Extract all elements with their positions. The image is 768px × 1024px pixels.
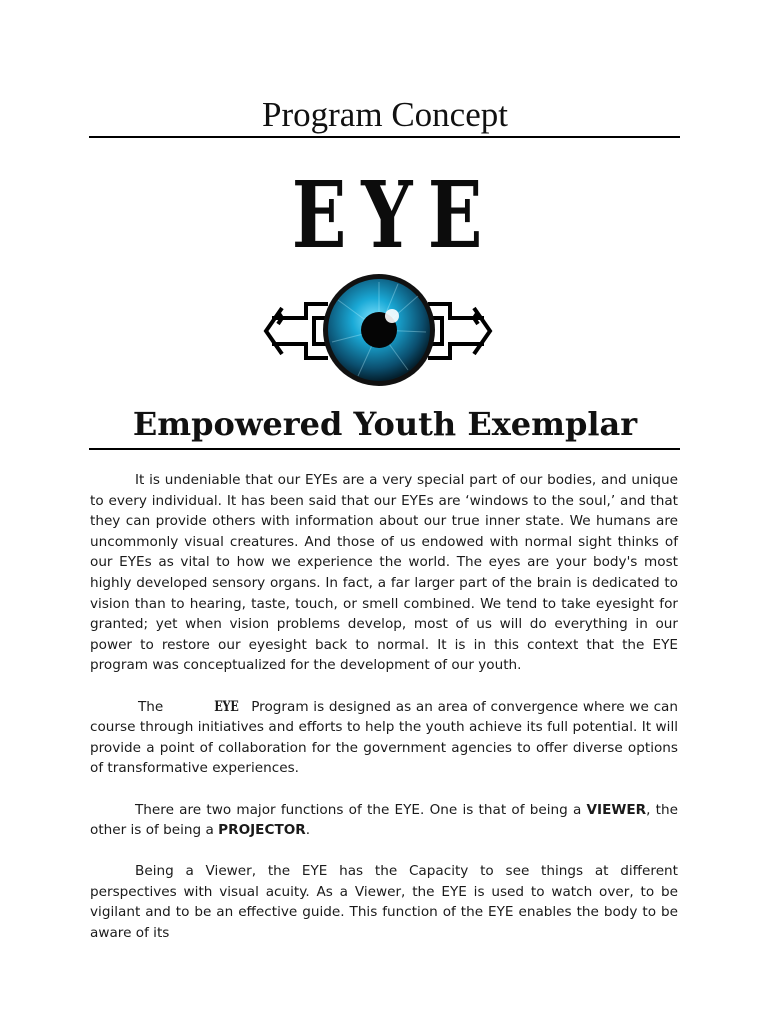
p3-middle: , the other is of being a xyxy=(90,801,678,839)
logo-letter-e1: E xyxy=(291,161,347,269)
paragraph-4: Being a Viewer, the EYE has the Capacity to see things at different perspectives with visual acuity. As a Viewer, the EYE is used to watch over, to be vigilant and to be an effective guide. This function of the EYE enables the body to be aware of its xyxy=(90,863,678,942)
p3-intro: There are two major functions of the EYE. One is that of being a xyxy=(135,801,587,818)
p2-body: Program is designed as an area of convergence where we can course through initiatives and efforts to help the youth achieve its full potential. It will provide a point of collaboration for the government agencies to offer diverse options of transformative experiences. xyxy=(90,698,678,777)
paragraph-2 xyxy=(90,697,678,779)
left-arrows-icon xyxy=(266,304,328,358)
eye-highlight xyxy=(385,309,399,323)
logo-letter-y: Y xyxy=(361,161,413,269)
eye-emphasis: EYE xyxy=(214,698,239,715)
logo-letter-e2: E xyxy=(427,161,483,269)
paragraph-1: It is undeniable that our EYEs are a very special part of our bodies, and unique to every individual. It has been said that our EYEs are ‘windows to the soul,’ and that they can provide others with information about our true inner state. We humans are uncommonly visual creatures. And those of us endowed with normal sight thinks of our EYEs as vital to how we experience the world. The eyes are your body's most highly developed sensory organs. In fact, a far larger part of the brain is dedicated to vision than to hearing, taste, touch, or smell combined. We tend to take eyesight for granted; yet when vision problems develop, most of us will do everything in our power to restore our eyesight back to normal. It is in this context that the EYE program was conceptualized for the development of our youth. xyxy=(90,472,678,674)
p2-intro: The xyxy=(138,698,169,715)
program-subtitle: Empowered Youth Exemplar xyxy=(132,405,638,443)
right-arrows-icon xyxy=(428,304,490,358)
eye-logo-icon xyxy=(258,272,498,390)
p3-end: . xyxy=(305,822,311,839)
eye-logo-wordmark xyxy=(284,160,484,270)
page-title: Program Concept xyxy=(262,95,508,134)
subtitle-divider xyxy=(89,448,680,450)
paragraph-3 xyxy=(90,800,678,841)
projector-term: PROJECTOR xyxy=(218,822,306,839)
viewer-term: VIEWER xyxy=(586,801,647,818)
body-text xyxy=(90,470,678,964)
title-divider xyxy=(89,136,680,138)
